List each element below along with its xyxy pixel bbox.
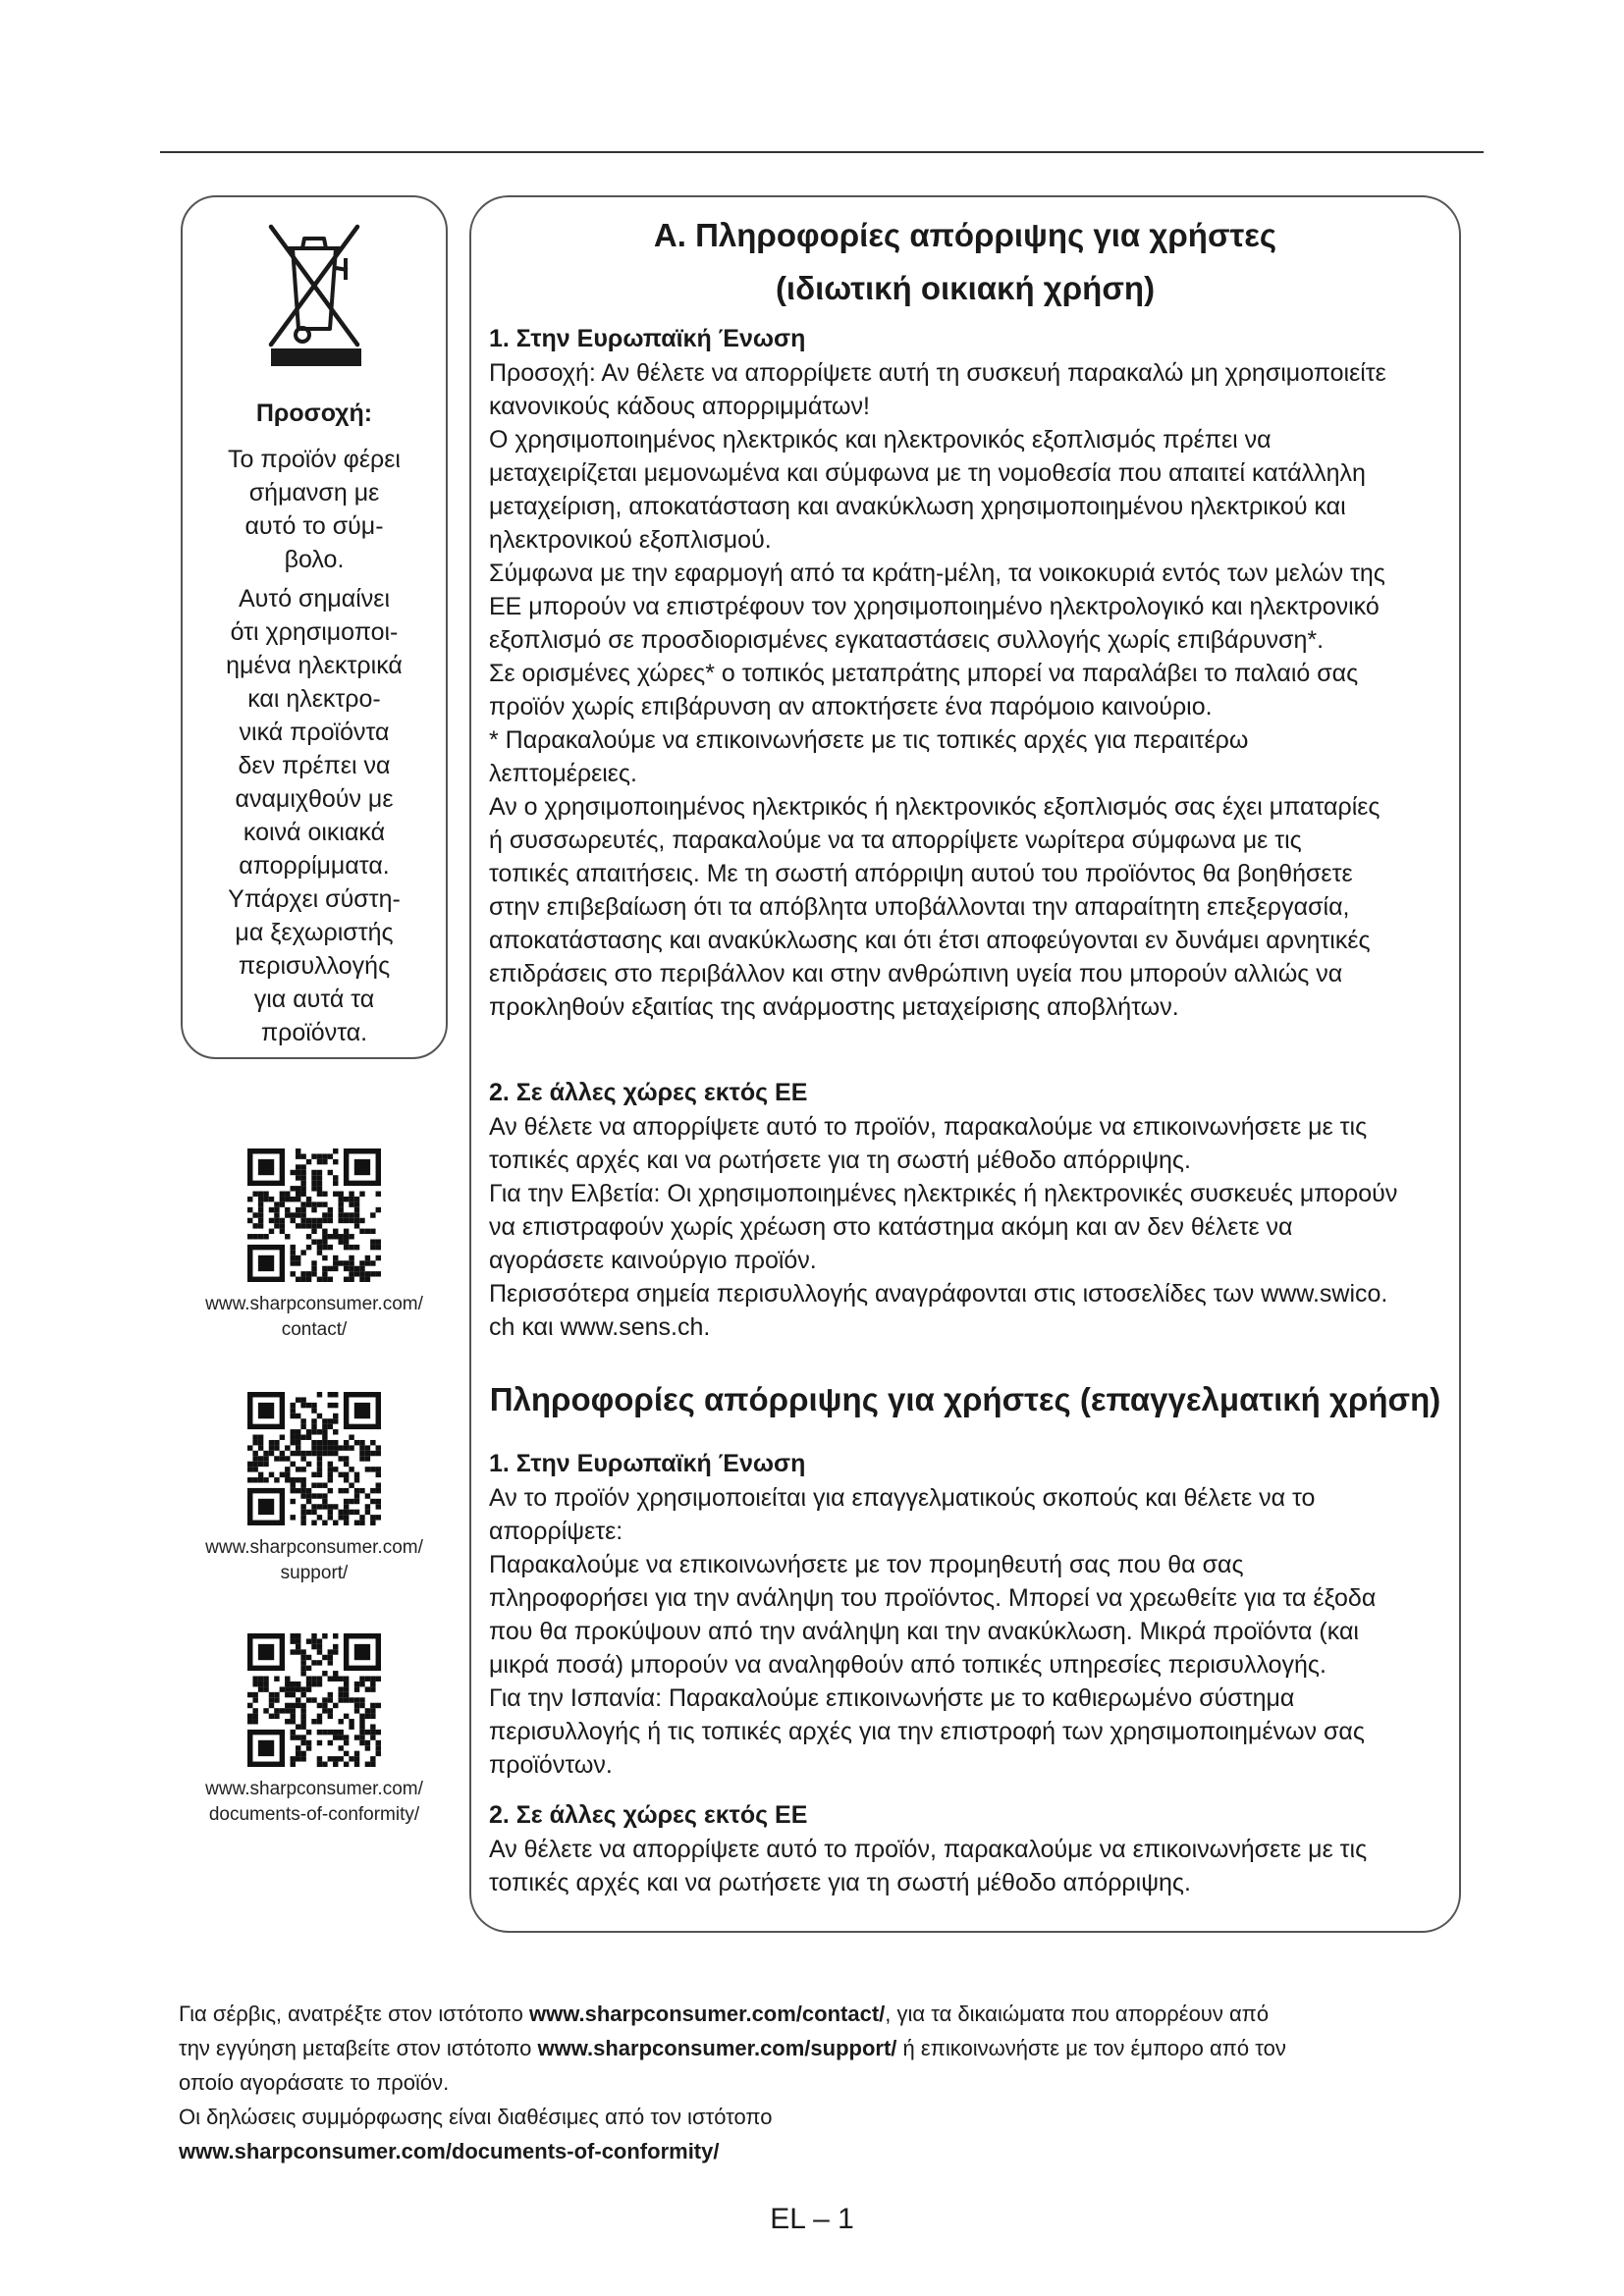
section-a-sub2: 2. Σε άλλες χώρες εκτός ΕΕ [489, 1079, 808, 1106]
footer-line-3: οποίο αγοράσατε το προϊόν. [179, 2070, 450, 2095]
black-bar [271, 348, 361, 366]
qr-conformity-url[interactable]: www.sharpconsumer.com/ documents-of-conformity/ [205, 1779, 423, 1825]
warning-title: Προσοχή: [255, 400, 373, 427]
top-rule [160, 151, 1484, 153]
warning-text: Το προϊόν φέρει σήμανση με αυτό το σύμ- βολο. [228, 446, 401, 573]
qr-contact [181, 1148, 448, 1343]
disposal-info-box [469, 195, 1461, 1933]
page-number: EL – 1 [770, 2203, 854, 2235]
warning-box [181, 195, 448, 1059]
qr-code-icon[interactable] [247, 1392, 381, 1525]
section-b-para2: Αν θέλετε να απορρίψετε αυτό το προϊόν, παρακαλούμε να επικοινωνήσετε με τις τοπικές αρχές και να ρωτήσετε για τη σωστή μέθοδο απόρριψης. [489, 1836, 1368, 1896]
crossed-out-wheelie-bin-icon [259, 219, 369, 354]
qr-conformity [181, 1633, 448, 1828]
support-link[interactable]: www.sharpconsumer.com/support/ [537, 2036, 897, 2060]
section-b-heading: Πληροφορίες απόρριψης για χρήστες (επαγγελματική χρήση) [489, 1381, 1441, 1417]
qr-code-icon[interactable] [247, 1148, 381, 1282]
conformity-link[interactable]: www.sharpconsumer.com/documents-of-conformity/ [179, 2139, 720, 2163]
footer-line-2: την εγγύηση μεταβείτε στον ιστότοπο www.sharpconsumer.com/support/ ή επικοινωνήστε με τον έμπορο από τον [179, 2036, 1286, 2060]
qr-code-icon[interactable] [247, 1633, 381, 1767]
footer-line-1: Για σέρβις, ανατρέξτε στον ιστότοπο www.sharpconsumer.com/contact/, για τα δικαιώματα που απορρέουν από [179, 2002, 1270, 2026]
qr-support-url[interactable]: www.sharpconsumer.com/ support/ [205, 1537, 423, 1583]
qr-support [181, 1392, 448, 1586]
section-a-heading: A. Πληροφορίες απόρριψης για χρήστες (ιδιωτική οικιακή χρήση) [653, 217, 1277, 306]
qr-contact-url[interactable]: www.sharpconsumer.com/ contact/ [205, 1294, 423, 1340]
footer-line-4: Οι δηλώσεις συμμόρφωσης είναι διαθέσιμες από τον ιστότοπο [179, 2105, 773, 2129]
section-a-sub1: 1. Στην Ευρωπαϊκή Ένωση [489, 325, 806, 352]
contact-link[interactable]: www.sharpconsumer.com/contact/ [528, 2002, 886, 2026]
section-b-para1: Αν το προϊόν χρησιμοποιείται για επαγγελματικούς σκοπούς και θέλετε να το απορρίψετε: Παρακαλούμε να επικοινωνήσετε με τον προμηθευτή σας που θα σας πληροφορήσει για την ανάληψη του προϊόντος. Μπορεί να χρεωθείτε για τα έξοδα που θα προκύψουν από την ανάληψη και την ανακύκλωση. Μικρά προϊόντα (και μικρά ποσά) μπορούν να αναληφθούν από τοπικές υπηρεσίες περισυλλογής. Για την Ισπανία: Παρακαλούμε επικοινωνήστε με το καθιερωμένο σύστημα περισυλλογής ή τις τοπικές αρχές για την επιστροφή των χρησιμοποιημένων σας προϊόντων. [489, 1484, 1377, 1779]
footer-line-5 [179, 2134, 1485, 2168]
warning-explanation: Αυτό σημαίνει ότι χρησιμοποι- ημένα ηλεκτρικά και ηλεκτρο- νικά προϊόντα δεν πρέπει να αναμιχθούν με κοινά οικιακά απορρίμματα. Υπάρχει σύστη- μα ξεχωριστής περισυλλογής για αυτά τα προϊόντα. [226, 585, 403, 1046]
section-a-para2: Αν θέλετε να απορρίψετε αυτό το προϊόν, παρακαλούμε να επικοινωνήσετε με τις τοπικές αρχές και να ρωτήσετε για τη σωστή μέθοδο απόρριψης. Για την Ελβετία: Οι χρησιμοποιημένες ηλεκτρικές ή ηλεκτρονικές συσκευές μπορούν να επιστραφούν χωρίς χρέωση στο κατάστημα ακόμη και αν δεν θέλετε να αγοράσετε καινούργιο προϊόν. Περισσότερα σημεία περισυλλογής αναγράφονται στις ιστοσελίδες των www.swico. ch και www.sens.ch. [489, 1113, 1398, 1341]
footer-text [179, 1997, 1485, 2168]
section-b-sub2: 2. Σε άλλες χώρες εκτός ΕΕ [489, 1801, 808, 1829]
section-a-para1: Προσοχή: Αν θέλετε να απορρίψετε αυτή τη συσκευή παρακαλώ μη χρησιμοποιείτε κανονικούς κάδους απορριμμάτων! Ο χρησιμοποιημένος ηλεκτρικός και ηλεκτρονικός εξοπλισμός πρέπει να μεταχειρίζεται μεμονωμένα και σύμφωνα με τη νομοθεσία που απαιτεί κατάλληλη μεταχείριση, αποκατάσταση και ανακύκλωση χρησιμοποιημένου ηλεκτρικού και ηλεκτρονικού εξοπλισμού. Σύμφωνα με την εφαρμογή από τα κράτη-μέλη, τα νοικοκυριά εντός των μελών της ΕΕ μπορούν να επιστρέφουν τον χρησιμοποιημένο ηλεκτρολογικό και ηλεκτρονικό εξοπλισμό σε προσδιορισμένες εγκαταστάσεις συλλογής χωρίς επιβάρυνση*. Σε ορισμένες χώρες* ο τοπικός μεταπράτης μπορεί να παραλάβει το παλαιό σας προϊόν χωρίς επιβάρυνση αν αποκτήσετε ένα παρόμοιο καινούριο. * Παρακαλούμε να επικοινωνήσετε με τις τοπικές αρχές για περαιτέρω λεπτομέρειες. Αν ο χρησιμοποιημένος ηλεκτρικός ή ηλεκτρονικός εξοπλισμός σας έχει μπαταρίες ή συσσωρευτές, παρακαλούμε να τα απορρίψετε νωρίτερα σύμφωνα με τις τοπικές απαιτήσεις. Με τη σωστή απόρριψη αυτού του προϊόντος θα βοηθήσετε στην επιβεβαίωση ότι τα απόβλητα υποβάλλονται την απαραίτητη επεξεργασία, αποκατάστασης και ανακύκλωσης και ότι έτσι αποφεύγονται εν δυνάμει αρνητικές επιδράσεις στο περιβάλλον και στην ανθρώπινη υγεία που μπορούν αλλιώς να προκληθούν εξαιτίας της ανάρμοστης μεταχείρισης αποβλήτων. [489, 359, 1386, 1021]
section-b-sub1: 1. Στην Ευρωπαϊκή Ένωση [489, 1450, 806, 1477]
